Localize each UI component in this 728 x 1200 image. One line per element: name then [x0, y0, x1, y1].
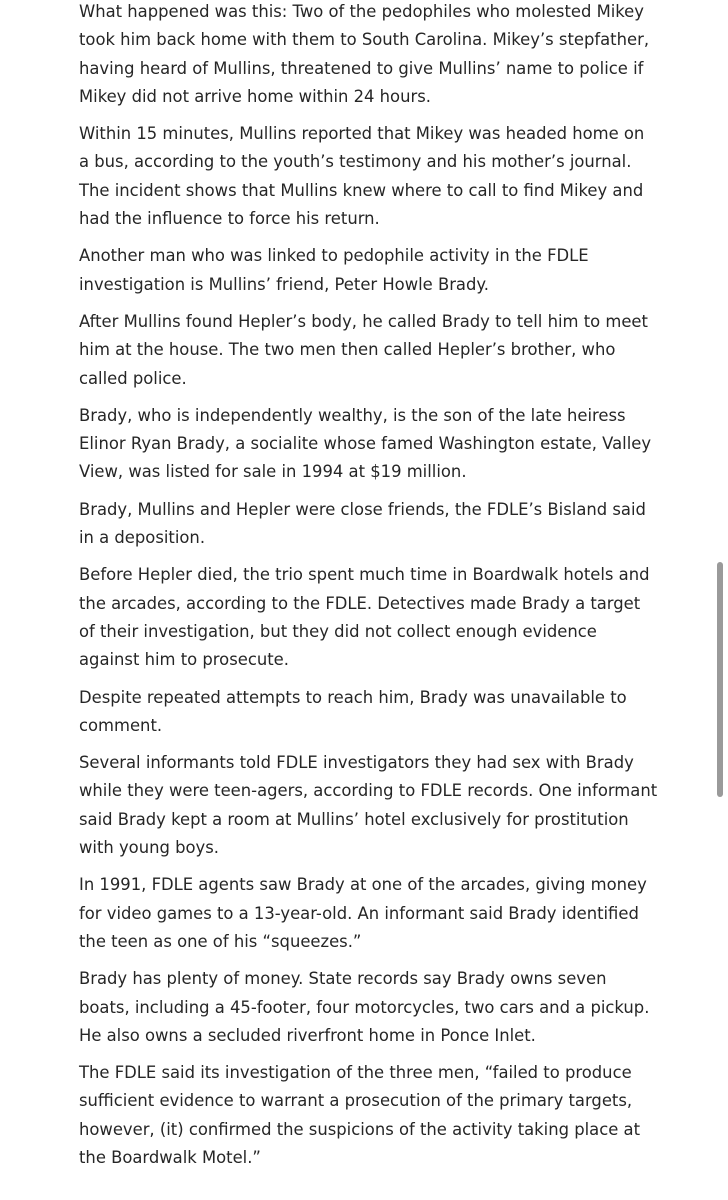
- scrollbar-thumb[interactable]: [717, 562, 723, 797]
- paragraph: Brady has plenty of money. State records say Brady owns seven boats, including a 45-footer, four motorcycles, two cars and a pickup. He also owns a secluded riverfront home in Ponce Inlet.: [79, 969, 650, 1045]
- article-body: [79, 0, 659, 1181]
- paragraph: After Mullins found Hepler’s body, he called Brady to tell him to meet him at the house. The two men then called Hepler’s brother, who called police.: [79, 311, 648, 388]
- paragraph: What happened was this: Two of the pedophiles who molested Mikey took him back home with them to South Carolina. Mikey’s stepfather, having heard of Mullins, threatened to give Mullins’ name to police if Mikey did not arrive home within 24 hours.: [79, 2, 650, 106]
- paragraph: Within 15 minutes, Mullins reported that Mikey was headed home on a bus, according to the youth’s testimony and his mother’s journal. The incident shows that Mullins knew where to call to find Mikey and had the influence to force his return.: [79, 124, 645, 229]
- paragraph: The FDLE said its investigation of the three men, “failed to produce sufficient evidence to warrant a prosecution of the primary targets, however, (it) confirmed the suspicions of the activity taking place at the Boardwalk Motel.”: [79, 1063, 641, 1167]
- paragraph: In 1991, FDLE agents saw Brady at one of the arcades, giving money for video games to a 13-year-old. An informant said Brady identified the teen as one of his “squeezes.”: [79, 875, 647, 951]
- paragraph: Before Hepler died, the trio spent much time in Boardwalk hotels and the arcades, according to the FDLE. Detectives made Brady a target of their investigation, but they did not collect enough evidence against him to prosecute.: [79, 565, 650, 670]
- paragraph: Brady, who is independently wealthy, is the son of the late heiress Elinor Ryan Brady, a socialite whose famed Washington estate, Valley View, was listed for sale in 1994 at $19 million.: [79, 405, 652, 482]
- paragraph: Several informants told FDLE investigators they had sex with Brady while they were teen-agers, according to FDLE records. One informant said Brady kept a room at Mullins’ hotel exclusively for prostitution with young boys.: [79, 753, 658, 858]
- paragraph: Despite repeated attempts to reach him, Brady was unavailable to comment.: [79, 687, 627, 735]
- paragraph: Another man who was linked to pedophile activity in the FDLE investigation is Mullins’ friend, Peter Howle Brady.: [79, 246, 589, 294]
- paragraph: Brady, Mullins and Hepler were close friends, the FDLE’s Bisland said in a deposition.: [79, 499, 646, 548]
